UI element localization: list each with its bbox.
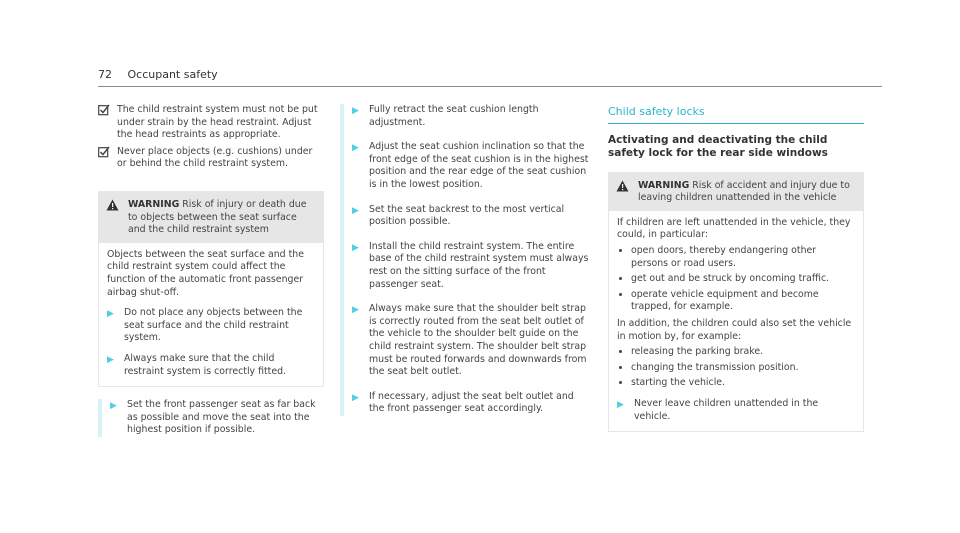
step-arrow-icon: ▶ <box>352 143 359 154</box>
step-text: Adjust the seat cushion inclination so that the front edge of the seat cushion is in the highest position and the rear edge of the seat cushion is in the lowest position. <box>369 141 589 190</box>
warning-title: WARNING <box>128 198 180 210</box>
step-item <box>98 399 324 437</box>
page-header <box>98 68 218 81</box>
step-arrow-icon: ▶ <box>617 399 624 410</box>
warning-header <box>608 172 864 211</box>
warning-paragraph: Objects between the seat surface and the child restraint system could affect the function of the automatic front passenger airbag shut-off. <box>107 248 304 298</box>
warning-triangle-icon <box>616 180 630 205</box>
bullet-list <box>617 245 855 314</box>
warning-body <box>608 211 864 432</box>
step-arrow-icon: ▶ <box>107 354 114 365</box>
step-item <box>352 204 590 229</box>
warning-triangle-icon <box>106 199 120 237</box>
subsection-title: Activating and deactivating the child safety lock for the rear side windows <box>608 133 828 159</box>
header-section: Occupant safety <box>127 68 218 81</box>
list-item: • starting the vehicle. <box>631 377 855 390</box>
step-text: Always make sure that the child restraint system is correctly fitted. <box>124 352 287 377</box>
list-item: • operate vehicle equipment and become trapped, for example. <box>631 289 855 314</box>
step-text: Never leave children unattended in the vehicle. <box>634 397 819 422</box>
column-2 <box>340 104 590 416</box>
warning-text: Risk of accident and injury due to leaving children unattended in the vehicle <box>638 179 850 204</box>
step-arrow-icon: ▶ <box>352 305 359 316</box>
checklist-item <box>98 146 324 171</box>
step-text: Set the seat backrest to the most vertical position possible. <box>369 203 565 228</box>
warning-body <box>98 243 324 387</box>
checkbox-icon <box>98 146 110 158</box>
section-title: Child safety locks <box>608 105 705 118</box>
step-text: Fully retract the seat cushion length adjustment. <box>369 104 539 128</box>
section-divider <box>608 123 864 124</box>
step-arrow-icon: ▶ <box>107 309 114 320</box>
check-text: Never place objects (e.g. cushions) under or behind the child restraint system. <box>117 145 313 170</box>
step-arrow-icon: ▶ <box>352 392 359 403</box>
list-item: • open doors, thereby endangering other persons or road users. <box>631 245 855 270</box>
step-list <box>340 104 590 416</box>
step-item <box>352 241 590 291</box>
step-item <box>107 307 315 345</box>
step-text: Always make sure that the shoulder belt strap is correctly routed from the seat belt outlet of the vehicle to the shoulder belt guide on the child restraint system. The shoulder belt strap must be routed forwards and downwards from the seat belt outlet. <box>369 303 587 378</box>
warning-text: Risk of injury or death due to objects between the seat surface and the child restraint system <box>128 198 307 236</box>
step-text: Do not place any objects between the seat surface and the child restraint system. <box>124 307 303 344</box>
step-item <box>352 141 590 191</box>
checklist-item <box>98 104 324 142</box>
warning-box <box>98 191 324 387</box>
list-item: • releasing the parking brake. <box>631 346 855 359</box>
list-item: • changing the transmission position. <box>631 362 855 375</box>
step-item <box>107 353 315 378</box>
warning-box <box>608 172 864 433</box>
step-arrow-icon: ▶ <box>110 401 117 412</box>
step-arrow-icon: ▶ <box>352 242 359 253</box>
bullet-list <box>617 346 855 390</box>
checkbox-icon <box>98 104 110 116</box>
header-divider <box>98 86 882 87</box>
step-text: Set the front passenger seat as far back as possible and move the seat into the highest position if possible. <box>127 399 316 436</box>
warning-paragraph: In addition, the children could also set the vehicle in motion by, for example: <box>617 317 852 342</box>
step-arrow-icon: ▶ <box>352 106 359 116</box>
step-text: If necessary, adjust the seat belt outlet and the front passenger seat accordingly. <box>369 390 574 415</box>
column-3 <box>608 104 864 432</box>
warning-paragraph: If children are left unattended in the vehicle, they could, in particular: <box>617 216 851 241</box>
step-text: Install the child restraint system. The entire base of the child restraint system must always rest on the sitting surface of the front passenger seat. <box>369 240 589 290</box>
page-number: 72 <box>98 68 112 81</box>
column-1 <box>98 104 324 437</box>
step-item <box>617 398 855 423</box>
list-item: • get out and be struck by oncoming traffic. <box>631 273 855 286</box>
warning-header <box>98 191 324 243</box>
step-item <box>352 104 590 129</box>
step-item <box>352 303 590 379</box>
step-item <box>352 391 590 416</box>
warning-title: WARNING <box>638 179 690 191</box>
step-arrow-icon: ▶ <box>352 205 359 216</box>
check-text: The child restraint system must not be put under strain by the head restraint. Adjust the head restraints as appropriate. <box>117 104 318 141</box>
